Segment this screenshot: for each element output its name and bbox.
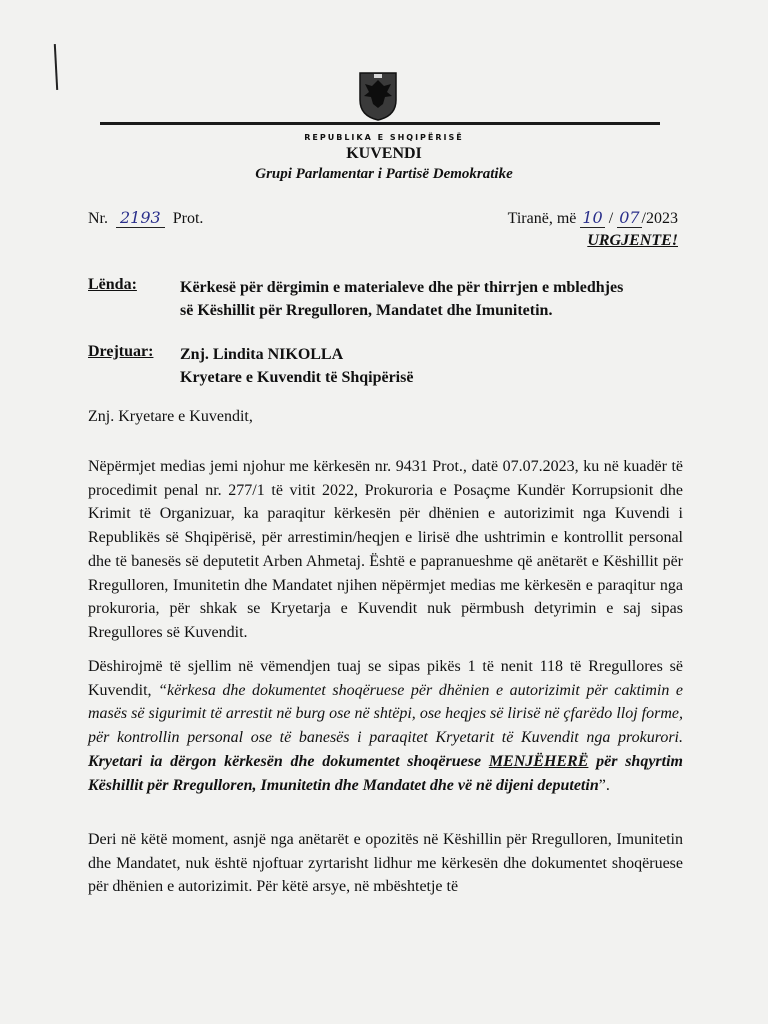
handwritten-day: 10 <box>582 208 603 227</box>
protocol-number: Nr. 2193 Prot. <box>88 208 204 227</box>
salutation: Znj. Kryetare e Kuvendit, <box>88 408 253 425</box>
addressee-title: Kryetare e Kuvendit të Shqipërisë <box>180 369 414 386</box>
subject-text: Kërkesë për dërgimin e materialeve dhe për thirrjen e mbledhjes së Këshillit për Rregulloren, Mandatet dhe Imunitetin. <box>180 279 624 319</box>
letter-date: Tiranë, më 10 / 07 /2023 <box>507 208 678 227</box>
republic-name: REPUBLIKA E SHQIPËRISË <box>304 133 464 142</box>
institution-name: KUVENDI <box>346 145 422 162</box>
body-paragraph-3: Deri në këtë moment, asnjë nga anëtarët e opozitës në Këshillin për Rregulloren, Imunitetin dhe Mandatet, nuk është njoftuar zyrtarisht lidhur me kërkesën dhe dokumentet shoqëruese për dhënien e autorizimit. Për këtë arsye, në mbështetje të <box>88 831 683 896</box>
addressee-name: Znj. Lindita NIKOLLA <box>180 346 344 363</box>
regulation-quote: “kërkesa dhe dokumentet shoqëruese për dhënien e autorizimit për caktimin e masës së sigurimit të arrestit në burg ose në shtëpi, ose heqjes së lirisë në çfarëdo lloj forme, për kontrollin personal ose të banesës i paraqitet Kryetarit të Kuvendit nga prokurori. <box>88 681 683 747</box>
emphasis-immediately: MENJËHERË <box>488 752 589 770</box>
header-rule <box>100 122 660 125</box>
body-paragraph-1: Nëpërmjet medias jemi njohur me kërkesën nr. 9431 Prot., datë 07.07.2023, ku në kuadër të procedimit penal nr. 277/1 të vitit 2022, Prokuroria e Posaçme Kundër Korrupsionit dhe Krimit të Organizuar, ka paraqitur kërkesën për dhënien e autorizimit nga Kuvendi i Republikës së Shqipërisë, për arrestimin/heqjen e lirisë dhe ushtrimin e kontrollit personal dhe të banesës së deputetit Arben Ahmetaj. Është e papranueshme që anëtarët e Këshillit për Rregulloren, Imunitetin dhe Mandatet njihen nëpërmjet medias me kërkesën e paraqitur nga prokuroria, për shkak se Kryetarja e Kuvendit nuk përmbush detyrimin e saj sipas Rregullores së Kuvendit. <box>88 458 683 641</box>
addressee-label: Drejtuar: <box>88 343 154 360</box>
addressee <box>180 343 413 389</box>
margin-pen-mark <box>54 44 58 90</box>
albania-coat-of-arms-icon <box>357 70 399 122</box>
body-paragraph-2: Dëshirojmë të sjellim në vëmendjen tuaj se sipas pikës 1 të nenit 118 të Rregullores së Kuvendit, “kërkesa dhe dokumentet shoqëruese për dhënien e autorizimit për caktimin e masës së sigurimit të arrestit në burg ose në shtëpi, ose heqjes së lirisë në çfarëdo lloj forme, për kontrollin personal ose të banesës i paraqitet Kryetarit të Kuvendit nga prokurori. Kryetari ia dërgon kërkesën dhe dokumentet shoqëruese MENJËHERË për shqyrtim Këshillit për Rregulloren, Imunitetin dhe Mandatet dhe vë në dijeni deputetin”. <box>88 658 683 794</box>
urgent-label: URGJENTE! <box>587 232 678 249</box>
handwritten-month: 07 <box>619 208 640 227</box>
subject-label: Lënda: <box>88 276 137 293</box>
parliamentary-group: Grupi Parlamentar i Partisë Demokratike <box>255 166 513 182</box>
handwritten-number: 2193 <box>116 208 165 228</box>
